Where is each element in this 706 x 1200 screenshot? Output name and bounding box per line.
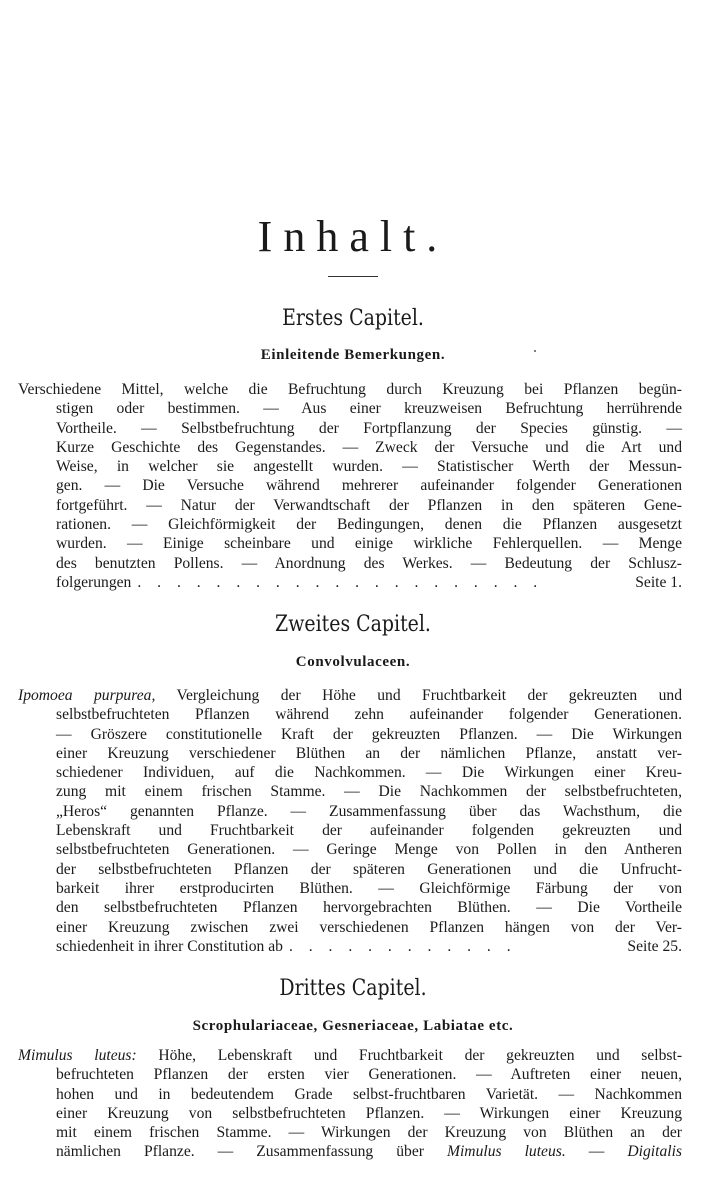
summary-last-line — [18, 573, 682, 592]
summary-line: — Gröszere constitutionelle Kraft der gekreuzten Pflanzen. — Die Wirkungen — [56, 725, 682, 743]
summary-line: hohen und in bedeutendem Grade selbst-fruchtbaren Varietät. — Nachkommen — [56, 1085, 682, 1103]
summary-line: wurden. — Einige scheinbare und einige wirkliche Fehlerquellen. — Menge — [56, 535, 682, 553]
chapter-2-heading: Zweites Capitel. — [275, 612, 431, 637]
dot-leader: . . . . . . . . . . . . . . . . . . . . . — [137, 573, 544, 591]
summary-line: barkeit ihrer erstproducirten Blüthen. — Gleichförmige Färbung der von — [56, 879, 682, 897]
summary-line: einer Kreuzung verschiedener Blüthen an der nämlichen Pflanze, anstatt ver- — [56, 744, 682, 762]
summary-last-text: schiedenheit in ihrer Constitution ab — [56, 937, 283, 955]
summary-last-text: folgerungen — [56, 573, 132, 591]
page-reference: Seite 25. — [627, 937, 682, 955]
page-title: Inhalt. — [257, 212, 449, 261]
summary-line: Lebenskraft und Fruchtbarkeit der aufeinander folgenden gekreuzten und — [56, 822, 682, 840]
dot-leader: . . . . . . . . . . . . — [288, 937, 517, 955]
summary-last-line — [18, 937, 682, 956]
summary-line: Weise, in welcher sie angestellt wurden. — Statistischer Werth der Messun- — [56, 458, 682, 476]
summary-line: des benutzten Pollens. — Anordnung des Werkes. — Bedeutung der Schlusz- — [56, 554, 682, 572]
summary-line — [18, 1142, 682, 1161]
chapter-3-summary — [18, 1046, 682, 1162]
species-name: Mimulus luteus. — [446, 1143, 566, 1161]
page-reference: Seite 1. — [635, 573, 682, 591]
summary-line: rationen. — Gleichförmigkeit der Bedingungen, denen die Pflanzen ausgesetzt — [56, 516, 682, 534]
chapter-1-summary — [18, 380, 682, 592]
summary-line-text: Vergleichung der Höhe und Fruchtbarkeit der gekreuzten und — [155, 687, 683, 704]
chapter-1-heading: Erstes Capitel. — [282, 306, 424, 331]
chapter-1-subtitle: Einleitende Bemerkungen. — [260, 347, 446, 363]
summary-line: der selbstbefruchteten Pflanzen der späteren Generationen und die Unfrucht- — [56, 860, 682, 878]
summary-line: Vortheile. — Selbstbefruchtung der Fortpflanzung der Species günstig. — — [56, 419, 682, 437]
summary-line — [18, 1046, 682, 1065]
chapter-3-heading: Drittes Capitel. — [279, 976, 427, 1001]
summary-line: einer Kreuzung von selbstbefruchteten Pflanzen. — Wirkungen einer Kreuzung — [56, 1104, 682, 1122]
title-rule — [328, 276, 378, 277]
summary-line: schiedener Individuen, auf die Nachkommen. — Die Wirkungen einer Kreu- — [56, 764, 682, 782]
species-name: Mimulus luteus: — [18, 1047, 137, 1064]
summary-line-text: Höhe, Lebenskraft und Fruchtbarkeit der gekreuzten und selbst- — [136, 1047, 683, 1064]
summary-line: fortgeführt. — Natur der Verwandtschaft der Pflanzen in den späteren Gene- — [56, 496, 682, 514]
summary-line: stigen oder bestimmen. — Aus einer kreuzweisen Befruchtung herrührende — [56, 400, 682, 418]
print-speck — [534, 350, 536, 352]
summary-line: Verschiedene Mittel, welche die Befruchtung durch Kreuzung bei Pflanzen begün- — [18, 381, 682, 398]
species-name: Ipomoea purpurea, — [18, 687, 156, 704]
summary-line: selbstbefruchteten Generationen. — Geringe Menge von Pollen in den Antheren — [56, 841, 682, 859]
species-name: Digitalis — [627, 1143, 682, 1161]
summary-line: gen. — Die Versuche während mehrerer aufeinander folgender Generationen — [56, 477, 682, 495]
chapter-2-subtitle: Convolvulaceen. — [295, 654, 411, 670]
summary-line-text: nämlichen Pflanze. — Zusammenfassung über — [56, 1143, 447, 1161]
summary-line — [18, 686, 682, 705]
summary-line: mit einem frischen Stamme. — Wirkungen der Kreuzung von Blüthen an der — [56, 1124, 682, 1142]
summary-line: „Heros“ genannten Pflanze. — Zusammenfassung über das Wachsthum, die — [56, 802, 682, 820]
summary-line: selbstbefruchteten Pflanzen während zehn aufeinander folgender Generationen. — [56, 706, 682, 724]
chapter-3-subtitle: Scrophulariaceae, Gesneriaceae, Labiatae etc. — [192, 1018, 514, 1034]
summary-line: befruchteten Pflanzen der ersten vier Generationen. — Auftreten einer neuen, — [56, 1066, 682, 1084]
summary-line: einer Kreuzung zwischen zwei verschiedenen Pflanzen hängen von der Ver- — [56, 918, 682, 936]
chapter-2-summary — [18, 686, 682, 956]
summary-line: zung mit einem frischen Stamme. — Die Nachkommen der selbstbefruchteten, — [56, 783, 682, 801]
summary-line: Kurze Geschichte des Gegenstandes. — Zweck der Versuche und die Art und — [56, 438, 682, 456]
summary-line: den selbstbefruchteten Pflanzen hervorgebrachten Blüthen. — Die Vortheile — [56, 899, 682, 917]
summary-line-text: — — [565, 1143, 628, 1161]
